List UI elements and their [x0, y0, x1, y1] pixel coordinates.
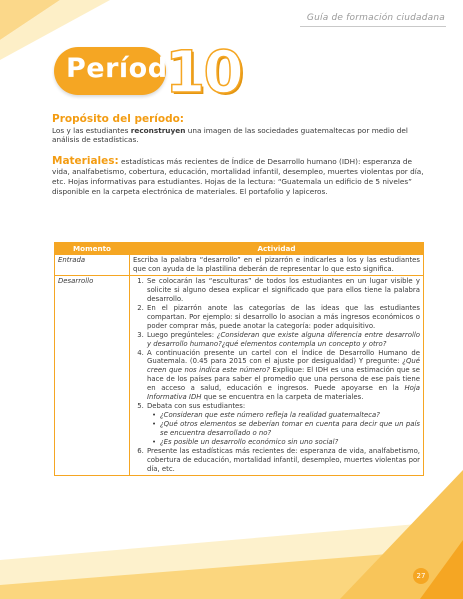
step4-resource: Hoja Informativa IDH [147, 384, 420, 402]
purpose-text-start: Los y las estudiantes [52, 126, 131, 135]
period-number: 10 [165, 38, 242, 106]
step5-text: Debata con sus estudiantes: [147, 402, 246, 411]
table-row [55, 275, 424, 475]
list-item [146, 349, 420, 403]
list-item: 1. Se colocarán las “esculturas” de todos los estudiantes en un lugar visible y solicite si alguno desea explicar el significado que para ellos tiene la palabra desarrollo. [146, 277, 420, 304]
activity-steps-list [133, 277, 420, 474]
step4-text: A continuación presente un cartel con el Índice de Desarrollo Humano de Guatemala. (0.45 para 2015 con el ajuste por desigualdad) Y pregunte: [147, 348, 420, 366]
activity-table [54, 242, 424, 476]
header-divider [300, 26, 446, 27]
moment-cell: Desarrollo [55, 275, 130, 475]
materials-paragraph [52, 156, 424, 197]
page-number: 27 [413, 568, 429, 584]
activity-cell [130, 275, 424, 475]
materials-text: estadísticas más recientes de Índice de Desarrollo humano (IDH): esperanza de vida, analfabetismo, cobertura, educación, mortalidad infantil, desempleo, muertes violentas por día, etc. Hojas informativas para estudiantes. Hojas de la lectura: “Guatemala un edificio de 5 niveles” disponible en la carpeta electrónica de materiales. El portafolio y lapiceros. [52, 157, 424, 196]
purpose-text-end: una imagen de las sociedades guatemaltecas por medio del análisis de estadísticas. [52, 126, 408, 145]
activity-cell: Escriba la palabra “desarrollo” en el pizarrón e indicarles a los y las estudiantes que con ayuda de la plastilina deberán de representar lo que esto significa. [130, 255, 424, 276]
table-row [55, 255, 424, 276]
purpose-text [52, 126, 424, 145]
list-item: • ¿Es posible un desarrollo económico sin uno social? [159, 438, 420, 447]
column-header-activity: Actividad [130, 243, 424, 255]
list-item: • ¿Consideran que este número refleja la realidad guatemalteca? [159, 411, 420, 420]
list-item: 6. Presente las estadísticas más recientes de: esperanza de vida, analfabetismo, cobertura de educación, mortalidad infantil, desempleo, muertes violentas por día, etc. [146, 447, 420, 474]
purpose-text-bold: reconstruyen [130, 126, 186, 135]
step3-text: Luego pregúnteles: [147, 330, 217, 339]
step4-end: que se encuentra en la carpeta de materiales. [201, 393, 364, 402]
moment-cell: Entrada [55, 255, 130, 276]
step4-explanation: Explique: El IDH es una estimación que se hace de los países para saber el promedio que una persona de ese país tiene en acceso a salud, educación e ingresos. Puede apoyarse en la [147, 366, 420, 393]
list-item: • ¿Qué otros elementos se deberían tomar en cuenta para decir que un país se encuentra desarrollado o no? [159, 420, 420, 438]
list-item [146, 331, 420, 349]
step4-question: ¿Qué creen que nos indica este número? [147, 357, 420, 375]
period-label: Período [66, 53, 187, 84]
list-item: 2. En el pizarrón anote las categorías de las ideas que las estudiantes compartan. Por ejemplo: si desarrollo lo asocian a más ingresos económicos o poder comprar más, puede anotar la categoría: poder adquisitivo. [146, 304, 420, 331]
column-header-moment: Momento [55, 243, 130, 255]
step3-question: ¿Consideran que existe alguna diferencia entre desarrollo y desarrollo humano?¿qué elementos contempla un concepto y otro? [147, 330, 420, 348]
purpose-title: Propósito del período: [52, 113, 185, 125]
list-item [146, 402, 420, 447]
table-header-row [55, 243, 424, 255]
debate-questions-list [147, 411, 420, 447]
guide-title: Guía de formación ciudadana [306, 13, 445, 23]
materials-title: Materiales: [52, 155, 119, 167]
